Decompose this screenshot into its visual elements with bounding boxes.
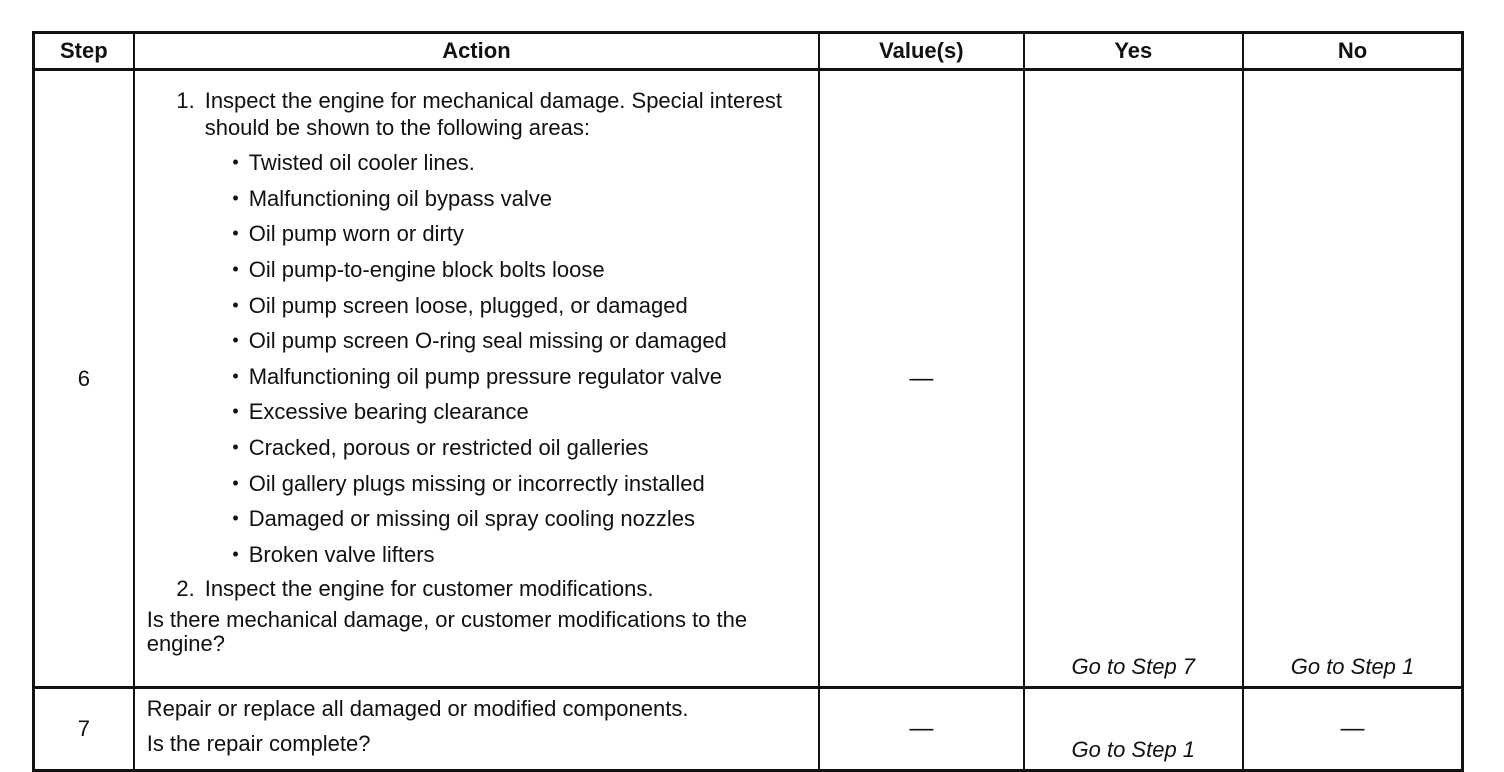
value-cell: —: [819, 688, 1023, 771]
header-action: Action: [134, 33, 819, 70]
action-item-1: [147, 87, 808, 141]
bullet-icon: •: [232, 294, 239, 315]
yes-cell: Go to Step 1: [1024, 688, 1243, 771]
list-item: • Twisted oil cooler lines.: [147, 145, 808, 181]
bullet-icon: •: [232, 152, 239, 173]
list-item: • Broken valve lifters: [147, 537, 808, 573]
bullet-icon: •: [232, 259, 239, 280]
bullet-icon: •: [232, 472, 239, 493]
list-item: • Oil pump-to-engine block bolts loose: [147, 252, 808, 288]
item-text: Inspect the engine for mechanical damage. Special interest should be shown to the following areas:: [204, 88, 782, 140]
list-item: • Malfunctioning oil bypass valve: [147, 181, 808, 217]
bullet-icon: •: [232, 330, 239, 351]
step-number: 6: [34, 70, 134, 688]
item-number: 1.: [176, 88, 195, 113]
header-values: Value(s): [819, 33, 1023, 70]
list-item: • Malfunctioning oil pump pressure regulator valve: [147, 359, 808, 395]
bullet-icon: •: [232, 437, 239, 458]
header-row: [34, 33, 1463, 70]
item-text: Inspect the engine for customer modifications.: [204, 576, 654, 602]
step-number: 7: [34, 688, 134, 771]
list-item: • Cracked, porous or restricted oil galleries: [147, 430, 808, 466]
no-cell: Go to Step 1: [1243, 70, 1462, 688]
action-cell: [134, 688, 819, 771]
bullet-icon: •: [232, 365, 239, 386]
header-step: Step: [34, 33, 134, 70]
header-no: No: [1243, 33, 1462, 70]
list-item: • Oil pump screen loose, plugged, or damaged: [147, 287, 808, 323]
step-question: Is the repair complete?: [146, 731, 371, 756]
inspection-areas-list: [147, 145, 808, 572]
list-item: • Oil gallery plugs missing or incorrectly installed: [147, 465, 808, 501]
bullet-icon: •: [232, 187, 239, 208]
table-row-step-7: [34, 688, 1463, 771]
table-row-step-6: [34, 70, 1463, 688]
list-item: • Oil pump worn or dirty: [147, 216, 808, 252]
diagnostic-table: [32, 31, 1464, 772]
yes-cell: Go to Step 7: [1024, 70, 1243, 688]
bullet-icon: •: [232, 508, 239, 529]
bullet-icon: •: [232, 223, 239, 244]
step-question: Is there mechanical damage, or customer modifications to the engine?: [146, 607, 748, 657]
bullet-icon: •: [232, 543, 239, 564]
action-text: Repair or replace all damaged or modified components.: [146, 696, 689, 721]
value-cell: —: [819, 70, 1023, 688]
bullet-icon: •: [232, 401, 239, 422]
header-yes: Yes: [1024, 33, 1243, 70]
list-item: • Oil pump screen O-ring seal missing or damaged: [147, 323, 808, 359]
list-item: • Damaged or missing oil spray cooling nozzles: [147, 501, 808, 537]
action-cell: [134, 70, 819, 688]
no-cell: —: [1243, 688, 1462, 771]
item-number: 2.: [176, 576, 195, 602]
list-item: • Excessive bearing clearance: [147, 394, 808, 430]
action-item-2: [147, 575, 808, 602]
